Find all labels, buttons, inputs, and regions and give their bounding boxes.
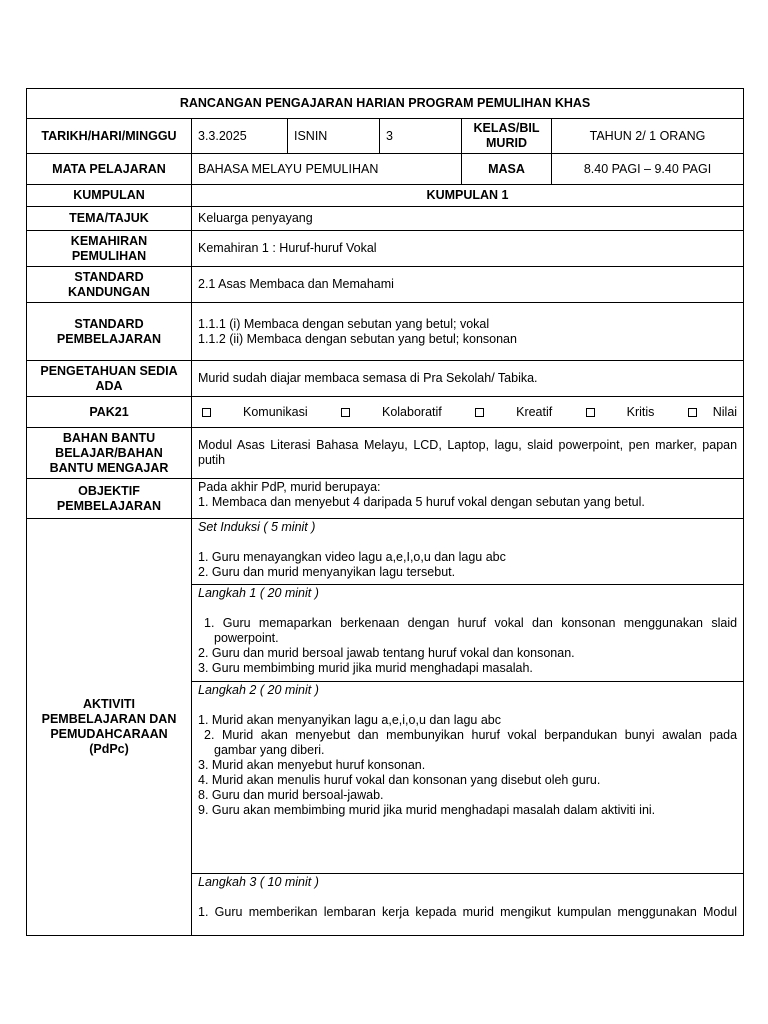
bahan-row xyxy=(27,428,744,479)
kelas-label: KELAS/BIL MURID xyxy=(462,119,552,154)
langkah3-heading: Langkah 3 ( 10 minit ) xyxy=(198,875,319,889)
objektif-label: OBJEKTIF PEMBELAJARAN xyxy=(27,479,192,519)
pak21-option-label: Nilai xyxy=(712,404,738,419)
kumpulan-label: KUMPULAN xyxy=(27,185,192,207)
list-item: 3. Murid akan menyebut huruf konsonan. xyxy=(198,758,426,772)
pak21-option-label: Kreatif xyxy=(516,404,553,419)
langkah2-cell xyxy=(192,682,744,874)
bahan-label: BAHAN BANTU BELAJAR/BAHAN BANTU MENGAJAR xyxy=(27,428,192,479)
standard-kandungan-label: STANDARD KANDUNGAN xyxy=(27,267,192,303)
pak21-label: PAK21 xyxy=(27,397,192,428)
list-item: 1. Murid akan menyanyikan lagu a,e,i,o,u dan lagu abc xyxy=(198,713,501,727)
objektif-value xyxy=(192,479,744,519)
document-title: RANCANGAN PENGAJARAN HARIAN PROGRAM PEMULIHAN KHAS xyxy=(27,89,744,119)
date-value: 3.3.2025 xyxy=(192,119,288,154)
day-value: ISNIN xyxy=(288,119,380,154)
title-row xyxy=(27,89,744,119)
date-row xyxy=(27,119,744,154)
pak21-option-label: Kolaboratif xyxy=(381,404,442,419)
pak21-option-kritis[interactable] xyxy=(586,405,655,420)
objektif-item: 1. Membaca dan menyebut 4 daripada 5 huruf vokal dengan sebutan yang betul. xyxy=(198,495,645,509)
list-item: 2. Murid akan menyebut dan membunyikan huruf vokal berpandukan bunyi awalan pada gambar yang diberi. xyxy=(204,728,738,757)
pak21-option-label: Kritis xyxy=(626,404,655,419)
pak21-row xyxy=(27,397,744,428)
checkbox-icon[interactable] xyxy=(475,408,484,417)
tema-row xyxy=(27,207,744,231)
kemahiran-row xyxy=(27,231,744,267)
standard-kandungan-row xyxy=(27,267,744,303)
pengetahuan-label: PENGETAHUAN SEDIA ADA xyxy=(27,361,192,397)
langkah3-cell xyxy=(192,874,744,936)
langkah1-heading: Langkah 1 ( 20 minit ) xyxy=(198,586,319,600)
set-induksi-row xyxy=(27,519,744,585)
lesson-plan-table xyxy=(26,88,744,936)
list-item: 3. Guru membimbing murid jika murid menghadapi masalah. xyxy=(198,661,533,675)
pak21-option-label: Komunikasi xyxy=(243,404,308,419)
pak21-option-kreatif[interactable] xyxy=(475,405,552,420)
pengetahuan-row xyxy=(27,361,744,397)
kumpulan-value: KUMPULAN 1 xyxy=(192,185,744,207)
list-item: 1. Guru memaparkan berkenaan dengan huruf vokal dan konsonan menggunakan slaid powerpoint. xyxy=(204,616,738,645)
standard-pembelajaran-label: STANDARD PEMBELAJARAN xyxy=(27,303,192,361)
bahan-value: Modul Asas Literasi Bahasa Melayu, LCD, Laptop, lagu, slaid powerpoint, pen marker, papan putih xyxy=(192,428,744,479)
checkbox-icon[interactable] xyxy=(586,408,595,417)
list-item: 1. Guru menayangkan video lagu a,e,I,o,u dan lagu abc xyxy=(198,550,506,564)
list-item: 9. Guru akan membimbing murid jika murid menghadapi masalah dalam aktiviti ini. xyxy=(198,803,656,817)
checkbox-icon[interactable] xyxy=(202,408,211,417)
list-item: 1. Guru memberikan lembaran kerja kepada murid mengikut kumpulan menggunakan Modul xyxy=(198,905,738,919)
aktiviti-label: AKTIVITI PEMBELAJARAN DAN PEMUDAHCARAAN (PdPc) xyxy=(27,519,192,936)
list-item: 2. Guru dan murid bersoal jawab tentang huruf vokal dan konsonan. xyxy=(198,646,575,660)
checkbox-icon[interactable] xyxy=(688,408,697,417)
sp-line: 1.1.1 (i) Membaca dengan sebutan yang betul; vokal xyxy=(198,316,490,331)
standard-pembelajaran-row xyxy=(27,303,744,361)
lesson-plan-sheet xyxy=(26,88,743,936)
pak21-option-kolaboratif[interactable] xyxy=(341,405,442,420)
week-value: 3 xyxy=(380,119,462,154)
list-item: 2. Guru dan murid menyanyikan lagu tersebut. xyxy=(198,565,456,579)
langkah1-cell xyxy=(192,585,744,682)
pak21-options xyxy=(192,397,744,428)
list-item: 8. Guru dan murid bersoal-jawab. xyxy=(198,788,384,802)
list-item: 4. Murid akan menulis huruf vokal dan konsonan yang disebut oleh guru. xyxy=(198,773,601,787)
langkah2-heading: Langkah 2 ( 20 minit ) xyxy=(198,683,319,697)
set-induksi-heading: Set Induksi ( 5 minit ) xyxy=(198,520,316,534)
pak21-option-komunikasi[interactable] xyxy=(202,405,308,420)
checkbox-icon[interactable] xyxy=(341,408,350,417)
subject-value: BAHASA MELAYU PEMULIHAN xyxy=(192,154,462,185)
kemahiran-label: KEMAHIRAN PEMULIHAN xyxy=(27,231,192,267)
pak21-option-nilai[interactable] xyxy=(688,405,737,420)
standard-pembelajaran-value xyxy=(192,303,744,361)
kelas-value: TAHUN 2/ 1 ORANG xyxy=(552,119,744,154)
sp-line: 1.1.2 (ii) Membaca dengan sebutan yang betul; konsonan xyxy=(198,331,517,346)
masa-label: MASA xyxy=(462,154,552,185)
masa-value: 8.40 PAGI – 9.40 PAGI xyxy=(552,154,744,185)
objektif-row xyxy=(27,479,744,519)
subject-row xyxy=(27,154,744,185)
objektif-intro: Pada akhir PdP, murid berupaya: xyxy=(198,480,381,494)
set-induksi-cell xyxy=(192,519,744,585)
kemahiran-value: Kemahiran 1 : Huruf-huruf Vokal xyxy=(192,231,744,267)
subject-label: MATA PELAJARAN xyxy=(27,154,192,185)
standard-kandungan-value: 2.1 Asas Membaca dan Memahami xyxy=(192,267,744,303)
kumpulan-row xyxy=(27,185,744,207)
date-label: TARIKH/HARI/MINGGU xyxy=(27,119,192,154)
tema-label: TEMA/TAJUK xyxy=(27,207,192,231)
tema-value: Keluarga penyayang xyxy=(192,207,744,231)
pengetahuan-value: Murid sudah diajar membaca semasa di Pra Sekolah/ Tabika. xyxy=(192,361,744,397)
